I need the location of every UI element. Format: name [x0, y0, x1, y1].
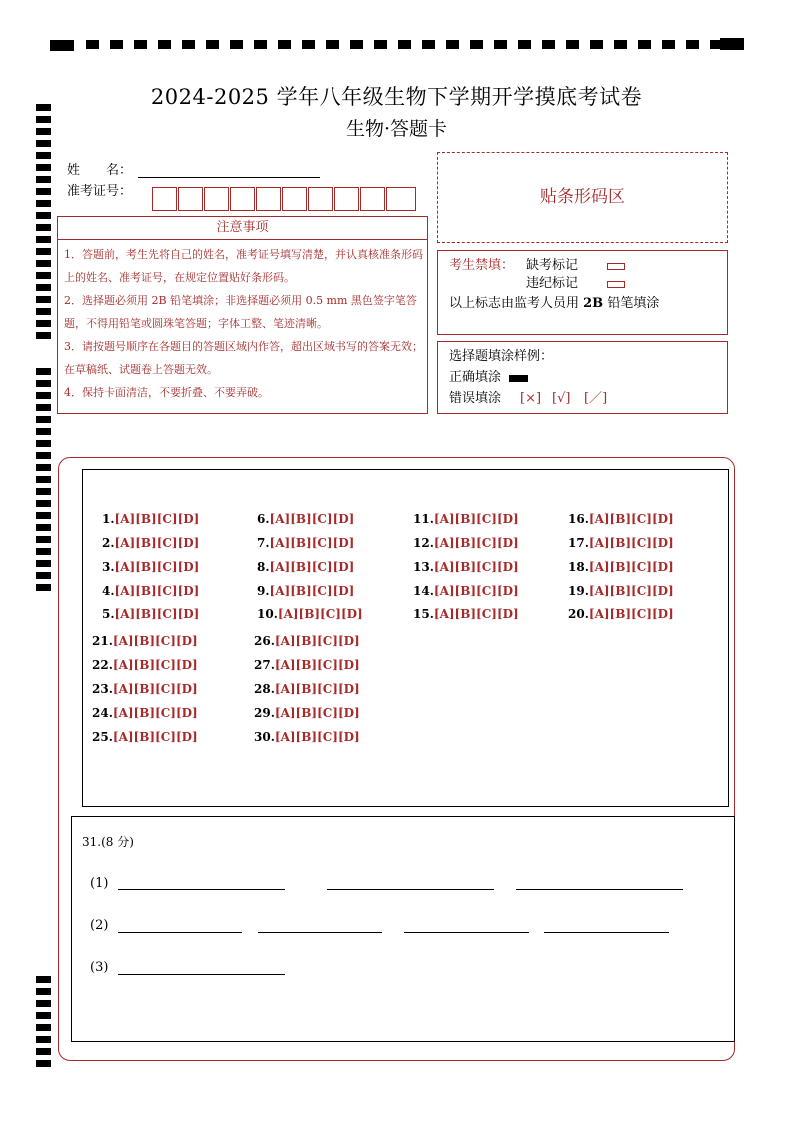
prohibited-note: 以上标志由监考人员用 2B 铅笔填涂: [449, 296, 660, 311]
page-title: 2024-2025 学年八年级生物下学期开学摸底考试卷: [150, 85, 643, 109]
question-row[interactable]: 17.[A][B][C][D]: [568, 536, 674, 550]
fill-example-title: 选择题填涂样例：: [449, 349, 554, 364]
barcode-area: 贴条形码区: [437, 152, 728, 243]
wrong-mark-2: [√]: [552, 391, 571, 406]
question-row[interactable]: 16.[A][B][C][D]: [568, 512, 674, 526]
notice-item-1: 1．答题前，考生先将自己的姓名，准考证号填写清楚，并认真核准条形码上的姓名、准考证号，在规定位置贴好条形码。: [64, 248, 423, 284]
part-1-label: (1): [90, 876, 109, 891]
question-row[interactable]: 6.[A][B][C][D]: [257, 512, 355, 526]
question-row[interactable]: 7.[A][B][C][D]: [257, 536, 355, 550]
answer-line[interactable]: [258, 932, 382, 933]
question-row[interactable]: 14.[A][B][C][D]: [413, 584, 519, 598]
question-row[interactable]: 20.[A][B][C][D]: [568, 607, 674, 621]
answer-line[interactable]: [516, 889, 683, 890]
question-row[interactable]: 10.[A][B][C][D]: [257, 607, 363, 621]
name-label: 姓 名：: [67, 163, 133, 178]
question-row[interactable]: 30.[A][B][C][D]: [254, 730, 360, 744]
notice-item-3: 3．请按题号顺序在各题目的答题区域内作答，超出区域书写的答案无效；在草稿纸、试题卷上答题无效。: [64, 340, 423, 376]
part-3-label: (3): [90, 960, 109, 975]
wrong-fill-label: 错误填涂: [449, 391, 502, 406]
answer-line[interactable]: [544, 932, 669, 933]
correct-fill-label: 正确填涂: [449, 370, 502, 385]
question-row[interactable]: 12.[A][B][C][D]: [413, 536, 519, 550]
question-row[interactable]: 9.[A][B][C][D]: [257, 584, 355, 598]
violation-label: 违纪标记: [526, 276, 579, 291]
wrong-mark-3: [／]: [584, 391, 608, 406]
question-row[interactable]: 26.[A][B][C][D]: [254, 634, 360, 648]
name-field[interactable]: [138, 177, 320, 178]
notice-box: [57, 216, 428, 414]
question-row[interactable]: 1.[A][B][C][D]: [102, 512, 200, 526]
question-row[interactable]: 15.[A][B][C][D]: [413, 607, 519, 621]
question-row[interactable]: 18.[A][B][C][D]: [568, 560, 674, 574]
notice-item-4: 4．保持卡面清洁，不要折叠、不要弄破。: [64, 386, 269, 399]
correct-fill-sample: [509, 375, 528, 382]
answer-line[interactable]: [118, 932, 242, 933]
violation-mark-box[interactable]: [607, 281, 625, 288]
absent-label: 缺考标记: [526, 258, 579, 273]
page-subtitle: 生物·答题卡: [345, 118, 448, 140]
question-row[interactable]: 28.[A][B][C][D]: [254, 682, 360, 696]
question-row[interactable]: 21.[A][B][C][D]: [92, 634, 198, 648]
question-row[interactable]: 25.[A][B][C][D]: [92, 730, 198, 744]
question-31-box: [71, 816, 735, 1042]
answer-line[interactable]: [404, 932, 529, 933]
wrong-mark-1: [×]: [520, 391, 542, 406]
notice-title: 注意事项: [58, 217, 427, 240]
question-row[interactable]: 29.[A][B][C][D]: [254, 706, 360, 720]
id-label: 准考证号：: [67, 184, 133, 199]
question-row[interactable]: 13.[A][B][C][D]: [413, 560, 519, 574]
question-row[interactable]: 24.[A][B][C][D]: [92, 706, 198, 720]
question-row[interactable]: 19.[A][B][C][D]: [568, 584, 674, 598]
question-row[interactable]: 27.[A][B][C][D]: [254, 658, 360, 672]
answer-line[interactable]: [327, 889, 494, 890]
question-row[interactable]: 22.[A][B][C][D]: [92, 658, 198, 672]
question-31-title: 31.(8 分): [82, 835, 134, 849]
question-row[interactable]: 2.[A][B][C][D]: [102, 536, 200, 550]
absent-mark-box[interactable]: [607, 263, 625, 270]
question-row[interactable]: 5.[A][B][C][D]: [102, 607, 200, 621]
examiner-only-box: [437, 250, 728, 335]
question-row[interactable]: 3.[A][B][C][D]: [102, 560, 200, 574]
prohibited-label: 考生禁填：: [449, 258, 515, 273]
fill-example-box: [437, 341, 728, 414]
answer-line[interactable]: [118, 974, 285, 975]
question-row[interactable]: 8.[A][B][C][D]: [257, 560, 355, 574]
question-row[interactable]: 4.[A][B][C][D]: [102, 584, 200, 598]
notice-item-2: 2．选择题必须用 2B 铅笔填涂；非选择题必须用 0.5 mm 黑色签字笔答题，不得用铅笔或圆珠笔答题；字体工整、笔迹清晰。: [64, 294, 417, 330]
question-row[interactable]: 11.[A][B][C][D]: [413, 512, 519, 526]
answer-line[interactable]: [118, 889, 285, 890]
part-2-label: (2): [90, 918, 109, 933]
question-row[interactable]: 23.[A][B][C][D]: [92, 682, 198, 696]
